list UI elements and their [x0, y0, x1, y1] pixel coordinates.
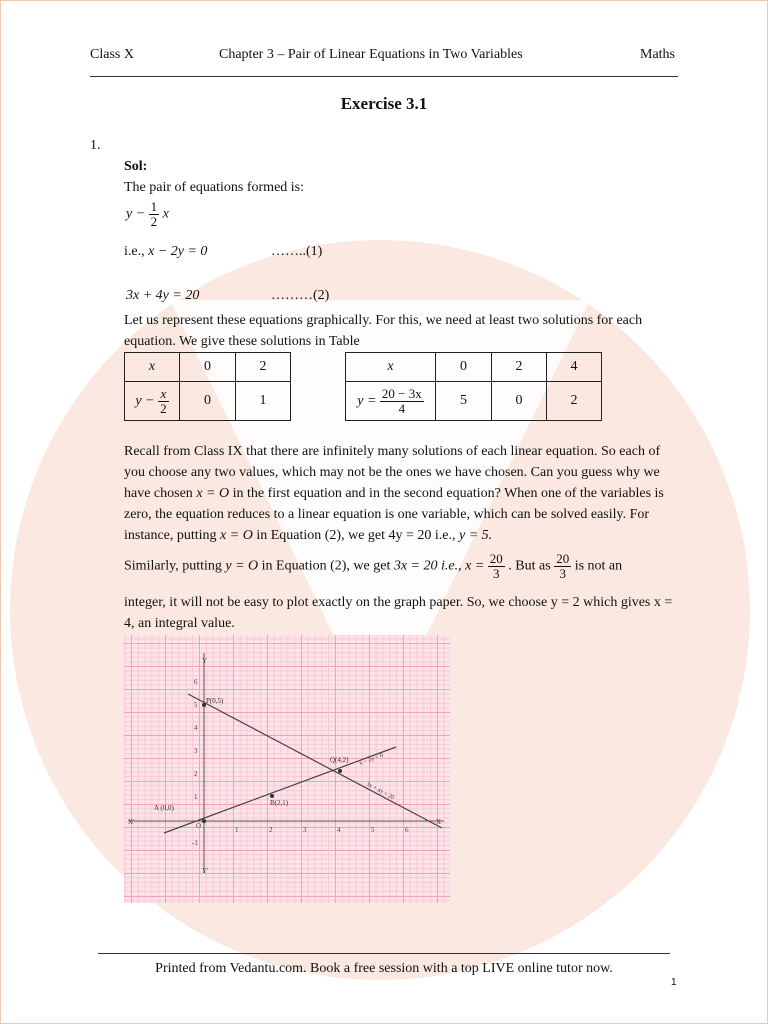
y-tick-label: -1: [192, 839, 198, 847]
point-q: [338, 769, 342, 773]
t1-x-header: x: [125, 353, 180, 382]
x-tick-label: 5: [371, 826, 375, 834]
point-a-label: A (0,0): [154, 804, 174, 812]
y-tick-label: 6: [194, 678, 198, 686]
eq1-prefix: i.e.,: [124, 244, 145, 259]
header-class: Class X: [90, 47, 134, 62]
sim-text-b: in Equation (2), we get: [261, 558, 391, 574]
t2-cell: 2: [547, 382, 602, 421]
sim-frac2-den: 3: [559, 566, 566, 581]
t1-frac-num: x: [158, 387, 169, 402]
point-b-label: B(2,1): [270, 799, 289, 807]
sim-fraction-1: [488, 552, 505, 581]
equation-1-tag: ……..(1): [271, 244, 323, 259]
solution-label: Sol:: [124, 159, 148, 174]
x-axis-neg-label: X': [128, 818, 135, 826]
footer-text: Printed from Vedantu.com. Book a free session with a top LIVE online tutor now.: [155, 961, 613, 976]
x-tick-label: 6: [405, 826, 409, 834]
recall-text-1: Recall from Class IX that there are infinitely many solutions of each linear equation. So each of you choose any two values, which may not be the ones we have chosen. Can you guess why we have chosen: [124, 444, 661, 501]
eq-rhs: x: [162, 206, 169, 222]
point-q-label: Q(4,2): [330, 756, 349, 764]
recall-paragraph: [124, 441, 679, 546]
sim-fraction-2: [554, 552, 571, 581]
integer-paragraph: integer, it will not be easy to plot exactly on the graph paper. So, we choose y = 2 which gives x = 4, an integral value.: [124, 595, 673, 631]
x-tick-label: 1: [235, 826, 239, 834]
eq1-text: x − 2y = 0: [148, 244, 208, 259]
x-tick-label: 3: [303, 826, 307, 834]
t2-cell: 0: [492, 382, 547, 421]
t2-y-expression: [346, 382, 436, 421]
solution-table-2: [345, 352, 602, 421]
t2-frac-num: 20 − 3x: [381, 385, 422, 401]
origin-label: O: [196, 822, 202, 830]
sim-frac-num: 20: [489, 551, 503, 566]
eq-frac-num: 1: [150, 199, 158, 214]
line2-label: 3x + 4y = 20: [365, 781, 396, 802]
equation-2-tag: ………(2): [271, 288, 330, 303]
x-tick-label: 2: [269, 826, 273, 834]
point-p-label: P(0,5): [206, 697, 224, 705]
header-subject: Maths: [640, 47, 675, 62]
sim-eq2: 3x = 20: [393, 558, 438, 574]
question-number: 1.: [90, 138, 101, 153]
eq-frac-den: 2: [150, 214, 158, 229]
recall-text-2: in the first equation and in the second equation? When one of the variables is zero, the equation reduces to a linear equation is one variable, which can be solved easily. For instance, putting: [124, 486, 664, 543]
recall-eq-3: y = 5.: [459, 528, 493, 543]
t1-cell: 2: [236, 353, 291, 382]
t1-cell: 0: [180, 382, 236, 421]
graph-paper: [124, 635, 450, 903]
y-axis-label: Y: [202, 657, 208, 665]
sim-frac-den: 3: [493, 566, 500, 581]
eq-fraction: [149, 200, 160, 229]
header-rule: [90, 76, 678, 77]
intro-line: The pair of equations formed is:: [124, 180, 305, 195]
equation-y-half-x: [126, 200, 169, 229]
eq-lhs: y −: [126, 206, 146, 222]
sim-eq: y = O: [225, 558, 259, 574]
t1-cell: 0: [180, 353, 236, 382]
y-tick-label: 2: [194, 770, 198, 778]
t1-frac-den: 2: [160, 400, 167, 416]
recall-eq-2: x = O: [220, 528, 253, 543]
t1-y-expression: [125, 382, 180, 421]
t2-cell: 2: [492, 353, 547, 382]
t1-cell: 1: [236, 382, 291, 421]
y-tick-label: 4: [194, 724, 198, 732]
sim-text-c: . But as: [508, 558, 551, 574]
exercise-title: Exercise 3.1: [340, 94, 428, 113]
line1-label: x − 2y = 0: [358, 752, 384, 767]
t1-y-fraction: [158, 387, 169, 416]
t2-frac-den: 4: [398, 400, 406, 416]
recall-eq-1: x = O: [196, 486, 230, 501]
t2-cell: 0: [436, 353, 492, 382]
t2-y-lhs: y =: [357, 393, 377, 409]
equation-2: 3x + 4y = 20: [126, 288, 200, 303]
footer-rule: [98, 953, 670, 954]
sim-x: x =: [465, 558, 485, 574]
line-3x-plus-4y-eq-20: [188, 694, 442, 828]
equation-1: [124, 244, 207, 260]
x-axis-label: X: [436, 818, 442, 826]
graph-svg: [124, 635, 450, 903]
point-a: [202, 819, 206, 823]
t2-cell: 5: [436, 382, 492, 421]
recall-text-3: in Equation (2), we get 4y = 20 i.e.,: [256, 528, 456, 543]
t1-y-lhs: y −: [135, 393, 155, 409]
point-b: [270, 794, 274, 798]
represent-paragraph: Let us represent these equations graphically. For this, we need at least two solutions for each equation. We give these solutions in Table: [124, 313, 643, 349]
t2-y-fraction: [380, 387, 424, 416]
similarly-line: [124, 552, 622, 581]
header-chapter: Chapter 3 – Pair of Linear Equations in Two Variables: [219, 47, 523, 62]
y-tick-label: 1: [194, 793, 198, 801]
sim-text-a: Similarly, putting: [124, 558, 222, 574]
page-number: 1: [671, 977, 677, 988]
y-tick-label: 5: [194, 701, 198, 709]
x-tick-label: 4: [337, 826, 341, 834]
y-axis-neg-label: Y': [202, 867, 209, 875]
t2-x-header: x: [346, 353, 436, 382]
t2-cell: 4: [547, 353, 602, 382]
sim-text-d: is not an: [574, 558, 623, 574]
y-tick-label: 3: [194, 747, 198, 755]
sim-ie: i.e.,: [441, 558, 462, 574]
solution-table-1: [124, 352, 291, 421]
sim-frac2-num: 20: [556, 551, 570, 566]
